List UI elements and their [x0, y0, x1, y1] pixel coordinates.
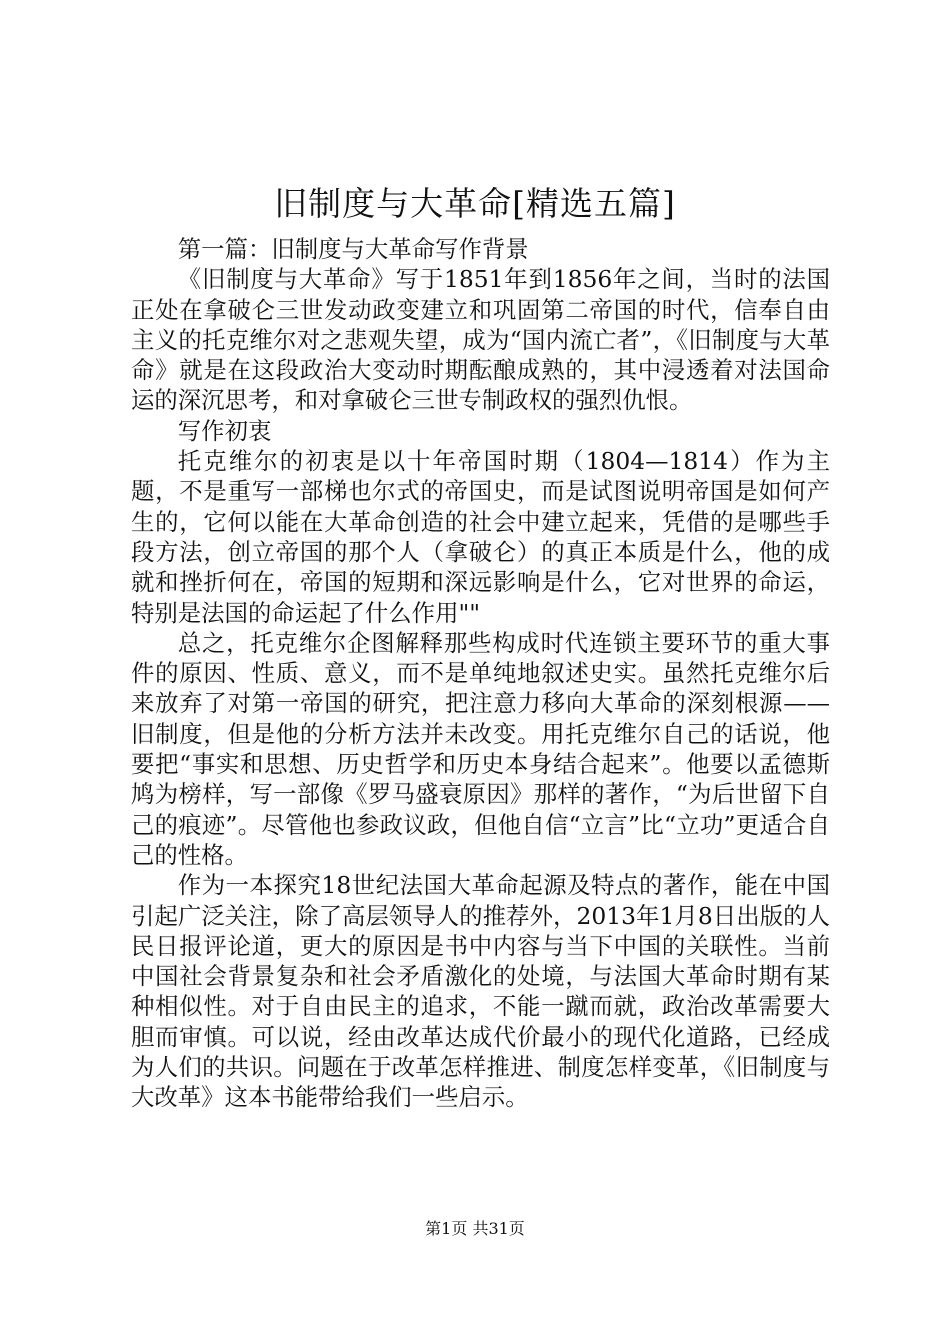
paragraph-2: 托克维尔的初衷是以十年帝国时期（1804—1814）作为主题，不是重写一部梯也尔式的帝国史，而是试图说明帝国是如何产生的，它何以能在大革命创造的社会中建立起来，凭借的是哪些手段方法，创立帝国的那个人（拿破仑）的真正本质是什么，他的成就和挫折何在，帝国的短期和深远影响是什么，它对世界的命运，特别是法国的命运起了什么作用"": [131, 447, 830, 627]
paragraph-3: 总之，托克维尔企图解释那些构成时代连锁主要环节的重大事件的原因、性质、意义，而不是单纯地叙述史实。虽然托克维尔后来放弃了对第一帝国的研究，把注意力移向大革命的深刻根源——旧制度，但是他的分析方法并未改变。用托克维尔自己的话说，他要把“事实和思想、历史哲学和历史本身结合起来”。他要以孟德斯鸠为榜样，写一部像《罗马盛衰原因》那样的著作，“为后世留下自己的痕迹”。尽管他也参政议政，但他自信“立言”比“立功”更适合自己的性格。: [131, 628, 830, 869]
document-title: 旧制度与大革命[精选五篇]: [274, 184, 676, 223]
page-footer: 第1页 共31页: [425, 1219, 525, 1238]
subheading-writing-intent: 写作初衷: [177, 416, 272, 445]
paragraph-1: 《旧制度与大革命》写于1851年到1856年之间，当时的法国正处在拿破仑三世发动政变建立和巩固第二帝国的时代，信奉自由主义的托克维尔对之悲观失望，成为“国内流亡者”，《旧制度与大革命》就是在这段政治大变动时期酝酿成熟的，其中浸透着对法国命运的深沉思考，和对拿破仑三世专制政权的强烈仇恨。: [131, 265, 830, 415]
section-heading: 第一篇：旧制度与大革命写作背景: [177, 235, 529, 263]
document-body: [131, 234, 830, 1113]
paragraph-4: 作为一本探究18世纪法国大革命起源及特点的著作，能在中国引起广泛关注，除了高层领导人的推荐外，2013年1月8日出版的人民日报评论道，更大的原因是书中内容与当下中国的关联性。当前中国社会背景复杂和社会矛盾激化的处境，与法国大革命时期有某种相似性。对于自由民主的追求，不能一蹴而就，政治改革需要大胆而审慎。可以说，经由改革达成代价最小的现代化道路，已经成为人们的共识。问题在于改革怎样推进、制度怎样变革，《旧制度与大改革》这本书能带给我们一些启示。: [131, 871, 830, 1112]
